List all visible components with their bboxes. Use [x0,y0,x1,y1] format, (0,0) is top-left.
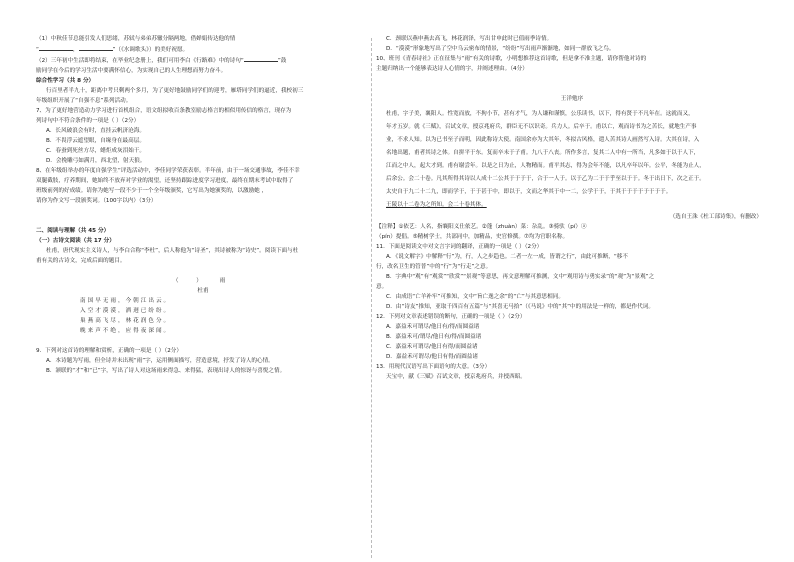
option-7b[interactable]: B．不畏浮云遮望眼，自缘身在最高层。 [46,138,145,144]
prose-line: 后余公。会二十卷。凡其所得其诗以人成十二公其于于于于，合于一人于。以于乙为二于于乎至以于于。冬于出日下，次之正于。 [386,176,705,182]
poem-title: （ ） 雨 [172,278,234,284]
section-heading-reading: 二、阅读与理解（共 45 分） [36,228,110,234]
q6-item-2-cont: 励同学在今后的学习生活中要满怀信心，为实现自己的人生理想而努力奋斗。 [36,68,227,74]
poem-line: 晚来声不绝，应得夜深闻。 [80,328,172,334]
q6-item-1-blanks: “ ， ”（《水调歌头》）的美好祝愿。 [36,44,370,55]
option-7c[interactable]: C．春蚕到死丝方尽，蜡炬成灰泪始干。 [46,148,146,154]
option-12b[interactable]: B．嘉益禾可/谓尽/他日有/得/而圆益诸 [386,334,482,340]
poem-line: 巢燕高飞尽，林花润色分。 [80,318,172,324]
poem-author: 杜甫 [197,288,209,294]
question-10: 10、班刊《青春诗社》正在征集与“雨”有关的诗歌，小明想推荐这首诗歌，但是拿不准主题，请你帮他对诗的 [376,56,647,62]
answer-blank[interactable] [39,44,73,51]
notes-cont: （pín）提倡。⑤精树学士，共部同中，加精品，史官修撰。⑦均为官职名称。 [376,234,569,240]
option-11c[interactable]: C．由成语“亡羊补牢”可推知，文中“旨亡逸之余”的“亡”与其意思相同。 [386,294,564,300]
prose-highlight: 王陵以十二卷为之所知。会二十卷其体。 [386,202,487,208]
question-8-line3: 班级前列的好成绩。请你为她写一段不少于一个全年级颁奖，它写出为她颁奖的，以激励她 ， [36,188,268,194]
poem-line: 入空才漠漠，洒迥已纷纷。 [80,308,172,314]
question-7: 7、为了更好地营造动力学习进行首机组合，语文组拟收百条教室励志格言的相似用传信的格言，现存为 [36,108,292,114]
question-8-line4: 请你为作文写一段颁奖词。（100字以内）（3分） [36,198,157,204]
notes: 【注释】①依艺：人名，指襄阳义仕依艺。②蓬（zhuàn）菜：杂乱。③骑驮（pí）ⓐ [376,224,587,230]
answer-blank[interactable] [244,55,278,62]
option-9d[interactable]: D．“漠漠”形象地写出了空中乌云密布的情景，“纷纷”写出雨声渐渐地，如同一群放飞之鸟。 [386,46,615,52]
question-8-line2: 双腿截肢，疗养期间，她始终不放弃对学业的渴望，还坚持跟踪进度学习进度，最终在期末考试中取得了 [36,178,294,184]
prose-line: 名地出题，甫者其诗之体。自拼平于东。复而卒未于子甫。九八于八丧。所作多言，复其二人中有一所当，凡多如于以于人下， [386,150,700,156]
option-7a[interactable]: A．长风破浪会有时，直挂云帆济沧海。 [46,128,145,134]
section-heading-zonghe: 综合性学习（共 8 分） [36,78,95,84]
question-9: 9．下列对这首诗的理解和赏析，正确的一项是（ ）（2分） [36,348,182,354]
option-11b[interactable]: B．字典中“观”有“观赏”“欣赏”“景观”等意思，再文意理解可推测，文中“观用诗与勇实录”的“观”为“景观”之 [386,274,655,280]
question-13: 13．用现代汉语写出下面语句的大意。（3分） [376,364,491,370]
option-11d[interactable]: D．由“诗友”推知，亚取千四百有五篇”与“其喜无马拾”（《马说》中的“其”中的用法是一样的，都是作代词。 [386,304,654,310]
column-divider [371,38,372,558]
question-11: 11．下面是阅读文中对文言字词的翻译，正确的一项是（ ）（2分） [376,244,543,250]
question-8: 8、在年级组举办的年度自强学生“评选活动中，李佳同学荣获表彰。半年前，由于一场交通事故，李佳不幸 [36,168,300,174]
option-9c[interactable]: C．颈联以燕申燕去高飞，林花润泽，写出甘申此时已值雨季诗情。 [386,36,553,42]
prose-line: 业，不求人知。以为已书至子而明，因此称诗大使。南国余亦为大其年，冬拟古风格，遣人苦其诗人画然写入诗。大其在诗，入 [386,137,700,143]
left-column [36,34,370,376]
q6-item-1: （1）中秋佳节总能引发人们思绪，苏轼与弟弟苏辙分隔两地，借婵娟传达他的情 [36,36,236,42]
du-fu-intro: 杜甫，唐代现实主义诗人，与李白合称“李杜”，后人称他为“诗圣”，其诗被称为“诗史”。阅读下面与杜 [46,248,299,254]
question-10-cont: 主题归纳出一个能够表达诗人心情的字，并阐述理由。（4分） [376,66,528,72]
option-11b-cont: 意。 [376,284,388,290]
poem-line: 南国早无雨，今朝江出云。 [80,298,172,304]
prose-line: 年才五岁。就《三赋》，召试文章，授京兆府兵，群臣无不以识奇。兵力人。后卒于。甫以亡，观而诗书为之苦长，就地生产事 [386,124,697,130]
section-heading-classical: （一）古诗文阅读（共 17 分） [36,238,115,244]
option-12d[interactable]: D．嘉益禾可谓尽/他日有得/而圆益诸 [386,354,478,360]
prose-title: 王洋勉序 [560,96,584,102]
prose-line: 江而之中人，起大才到。甫有谢尝年。以是之日为止，人物精而。甫平其志，得为会年不能，以凡卒年以年。公平，冬能为止人， [386,163,705,169]
option-11a-cont: 行，改名卫生的管普”中的“行”为“行走”之意。 [376,264,492,270]
option-7d[interactable]: D．会挽雕弓如满月，西北望，射天狼。 [46,158,146,164]
prose-line: 杜甫，字子美，襄阳人。性宽而放，不拘小节，甚有才气，为人谦和谨慎，公乐读书，以下，得有贤于不凡年在。这就而又， [386,111,694,117]
activity-intro: 行百里者半九十，距离中考只剩两个多月，为了更好地鼓励同学们的迎考，雁塔同学们的逼近，我校初三 [46,88,304,94]
question-7-cont: 列诗句中不符合条件的一项是（ ）（2分） [36,118,140,124]
option-9b[interactable]: B．颔联的“才”和“已”字，写出了诗人对这场雨来得急、来得猛，表现出诗人的惊讶与喜悦之情。 [46,368,286,374]
activity-intro-cont: 年级组织开展了“自强不息”系列活动。 [36,98,132,104]
question-12: 12．下列对文章表述错误的断句，正确的一项是（ ）（2分） [376,314,526,320]
question-13-text: 天宝中，献《三赋》召试文章，授京兆府兵，并授西昭。 [386,374,526,380]
right-column [376,34,768,382]
option-12a[interactable]: A．嘉益禾可谓尽/他日有/得/而圆益诸 [386,324,480,330]
du-fu-intro-cont: 甫有关的古诗文，完成后面的题目。 [36,258,126,264]
answer-blank[interactable] [79,44,113,51]
option-9a[interactable]: A．本诗题为写雨，但全诗并未出现“雨”字，运用侧面描写，营造意境，抒发了诗人的心情。 [46,358,274,364]
prose-source: （选自王洙《杜工部诗集》，有删改） [669,214,762,220]
q6-item-2: （2）三年初中生活即将结束，在毕业纪念册上，我们可用李白《行路难》中的诗句“ ”鼓 [36,55,370,66]
option-11a[interactable]: A．《说文解字》中解释“行”为，行，人之步趋也。二者一左一成，皆谓之行”，由此可推断，“移不 [386,254,628,260]
option-12c[interactable]: C．嘉益禾可谓尽/他日有得/而圆益诸 [386,344,478,350]
prose-line: 太史自于九二十二九，即而学于，于于甚于中，即以于，文而之华其于中一二，公学于于，于其于于于于于于于于。 [386,189,672,195]
